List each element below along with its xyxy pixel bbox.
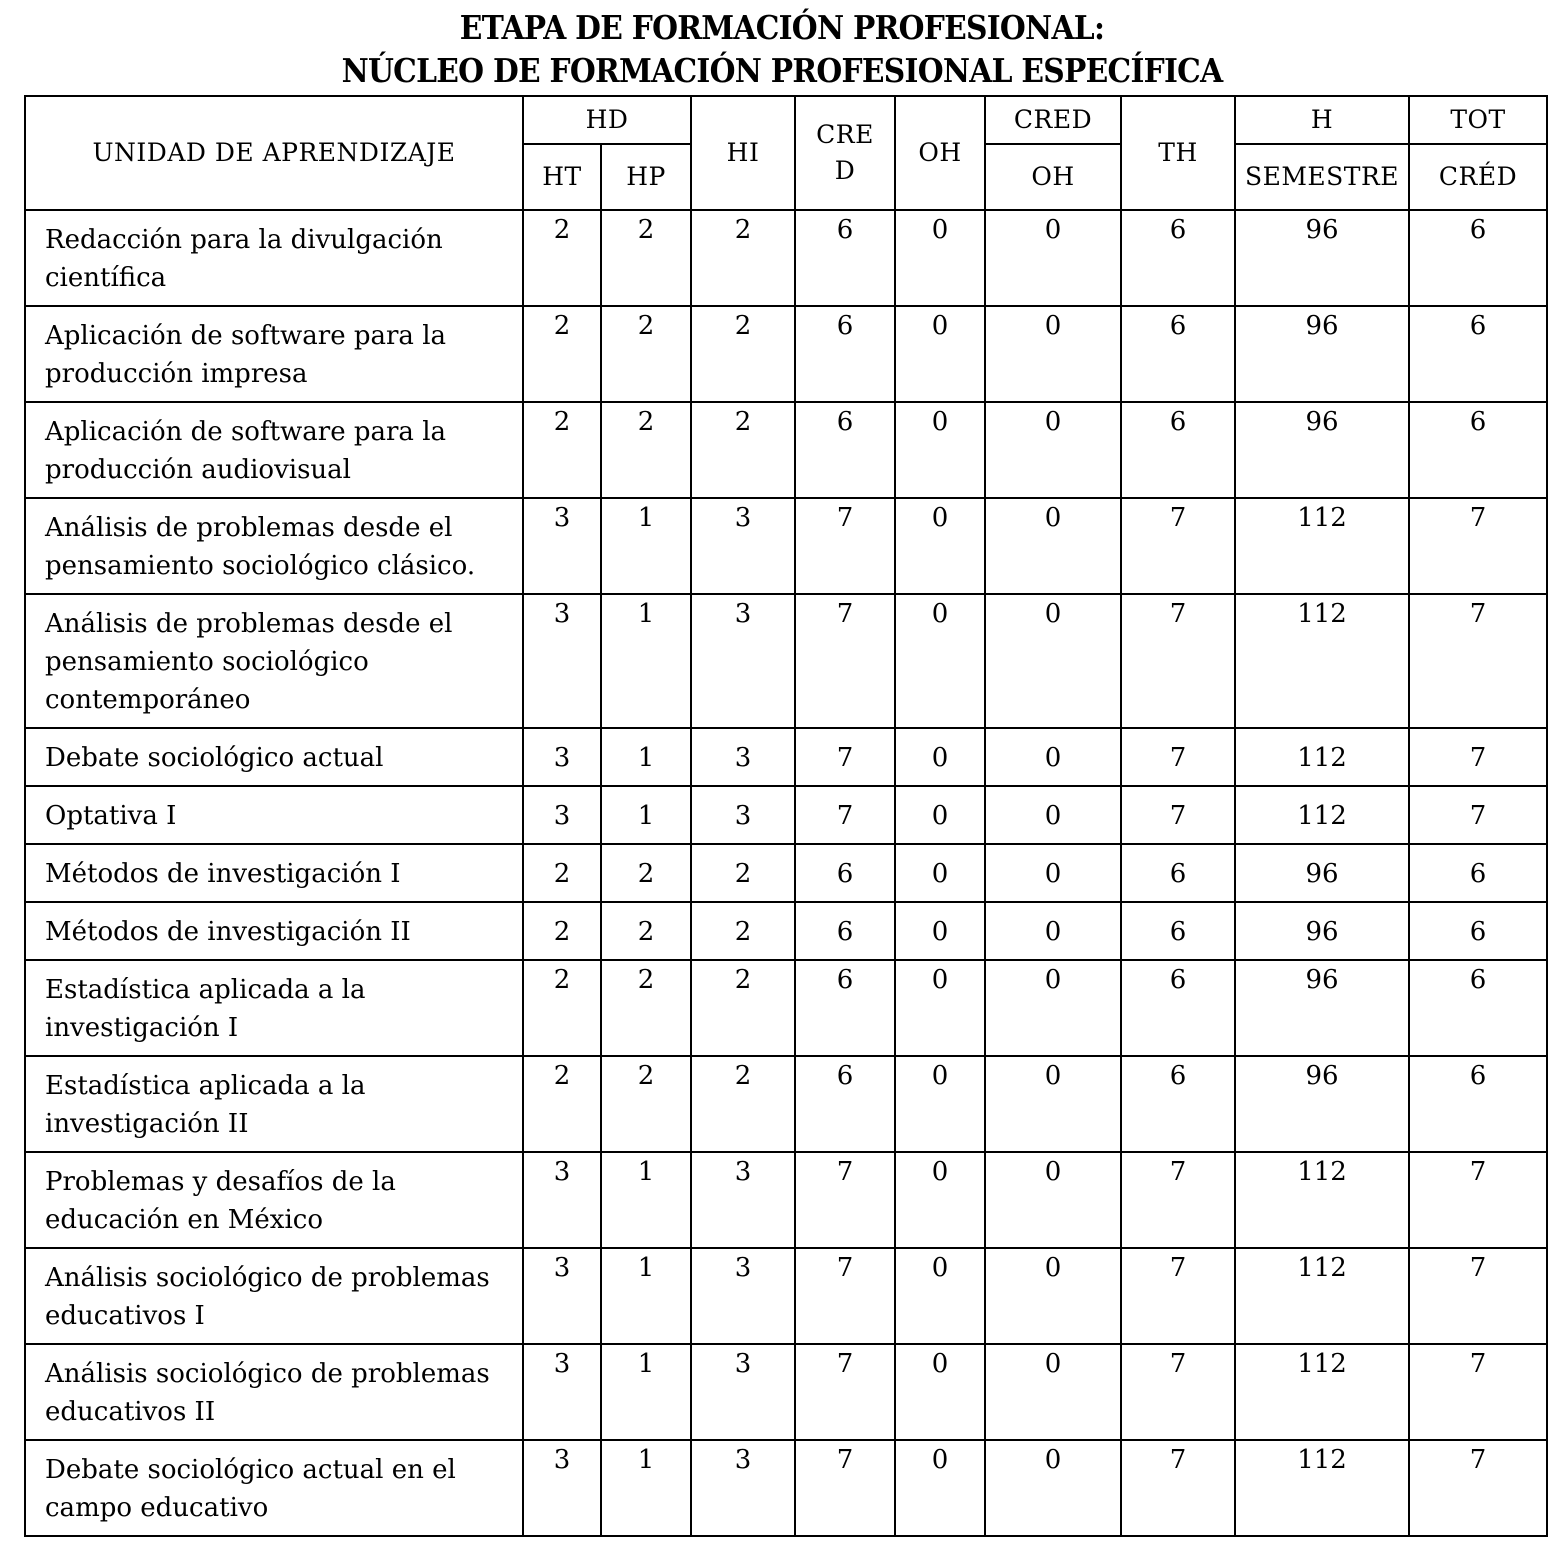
table-row [25, 594, 1547, 728]
document-title-line-1: ETAPA DE FORMACIÓN PROFESIONAL: [459, 8, 1105, 47]
cell-cred: 7 [795, 498, 895, 594]
cell-tot-cred: 7 [1409, 1248, 1547, 1344]
table-row [25, 844, 1547, 902]
cell-hp: 1 [601, 1248, 691, 1344]
table-body [25, 210, 1547, 1536]
table-row [25, 498, 1547, 594]
cell-name: Aplicación de software para la producción audiovisual [25, 402, 523, 498]
header-cred-oh-top: CRED [985, 96, 1121, 144]
cell-th: 6 [1121, 402, 1235, 498]
header-oh: OH [895, 96, 985, 210]
cell-th: 6 [1121, 1056, 1235, 1152]
header-unidad: UNIDAD DE APRENDIZAJE [25, 96, 523, 210]
cell-h-semestre: 112 [1235, 1440, 1409, 1536]
cell-oh: 0 [895, 498, 985, 594]
cell-hp: 1 [601, 728, 691, 786]
cell-tot-cred: 7 [1409, 1440, 1547, 1536]
cell-h-semestre: 96 [1235, 1056, 1409, 1152]
cell-hp: 2 [601, 902, 691, 960]
cell-cred: 7 [795, 1440, 895, 1536]
cell-tot-cred: 7 [1409, 594, 1547, 728]
cell-h-semestre: 112 [1235, 594, 1409, 728]
cell-th: 6 [1121, 210, 1235, 306]
cell-hp: 2 [601, 1056, 691, 1152]
cell-th: 7 [1121, 1248, 1235, 1344]
cell-ht: 3 [523, 1344, 601, 1440]
cell-cred-oh: 0 [985, 1152, 1121, 1248]
header-hp: HP [601, 144, 691, 210]
cell-name: Análisis sociológico de problemas educativos I [25, 1248, 523, 1344]
cell-hi: 2 [691, 1056, 795, 1152]
cell-cred-oh: 0 [985, 1344, 1121, 1440]
cell-th: 6 [1121, 960, 1235, 1056]
cell-oh: 0 [895, 210, 985, 306]
cell-h-semestre: 96 [1235, 210, 1409, 306]
cell-name: Redacción para la divulgación científica [25, 210, 523, 306]
cell-th: 6 [1121, 306, 1235, 402]
cell-cred-oh: 0 [985, 1440, 1121, 1536]
cell-name: Optativa I [25, 786, 523, 844]
cell-cred-oh: 0 [985, 844, 1121, 902]
cell-cred-oh: 0 [985, 1056, 1121, 1152]
cell-hi: 2 [691, 402, 795, 498]
cell-h-semestre: 112 [1235, 1248, 1409, 1344]
cell-hp: 1 [601, 1344, 691, 1440]
cell-th: 6 [1121, 902, 1235, 960]
cell-hi: 2 [691, 306, 795, 402]
cell-tot-cred: 6 [1409, 402, 1547, 498]
cell-oh: 0 [895, 402, 985, 498]
cell-h-semestre: 96 [1235, 844, 1409, 902]
header-ht: HT [523, 144, 601, 210]
cell-ht: 3 [523, 594, 601, 728]
cell-hi: 3 [691, 786, 795, 844]
cell-cred: 6 [795, 402, 895, 498]
table-header [25, 96, 1547, 210]
cell-oh: 0 [895, 306, 985, 402]
table-row [25, 902, 1547, 960]
cell-hi: 3 [691, 1440, 795, 1536]
header-tot-top: TOT [1409, 96, 1547, 144]
cell-h-semestre: 112 [1235, 498, 1409, 594]
cell-ht: 2 [523, 1056, 601, 1152]
cell-oh: 0 [895, 1056, 985, 1152]
cell-ht: 3 [523, 786, 601, 844]
cell-hp: 1 [601, 786, 691, 844]
cell-hi: 2 [691, 210, 795, 306]
cell-ht: 2 [523, 960, 601, 1056]
cell-hp: 1 [601, 1440, 691, 1536]
cell-h-semestre: 96 [1235, 960, 1409, 1056]
cell-ht: 3 [523, 1248, 601, 1344]
cell-ht: 2 [523, 902, 601, 960]
document-title-line-2: NÚCLEO DE FORMACIÓN PROFESIONAL ESPECÍFICA [341, 51, 1223, 90]
cell-tot-cred: 7 [1409, 1344, 1547, 1440]
cell-hi: 2 [691, 902, 795, 960]
cell-oh: 0 [895, 902, 985, 960]
header-th: TH [1121, 96, 1235, 210]
cell-name: Métodos de investigación II [25, 902, 523, 960]
cell-cred: 6 [795, 960, 895, 1056]
cell-th: 7 [1121, 786, 1235, 844]
cell-cred: 7 [795, 728, 895, 786]
cell-name: Debate sociológico actual [25, 728, 523, 786]
cell-cred: 7 [795, 1344, 895, 1440]
cell-oh: 0 [895, 728, 985, 786]
cell-th: 7 [1121, 1440, 1235, 1536]
cell-ht: 2 [523, 844, 601, 902]
cell-th: 7 [1121, 728, 1235, 786]
table-row [25, 1152, 1547, 1248]
cell-oh: 0 [895, 1344, 985, 1440]
cell-hp: 2 [601, 402, 691, 498]
cell-oh: 0 [895, 1152, 985, 1248]
cell-hp: 1 [601, 1152, 691, 1248]
table-row [25, 402, 1547, 498]
cell-cred-oh: 0 [985, 728, 1121, 786]
cell-h-semestre: 112 [1235, 1152, 1409, 1248]
cell-h-semestre: 112 [1235, 728, 1409, 786]
cell-h-semestre: 112 [1235, 786, 1409, 844]
curriculum-table [24, 95, 1548, 1537]
cell-cred-oh: 0 [985, 402, 1121, 498]
cell-ht: 3 [523, 498, 601, 594]
cell-cred: 7 [795, 1152, 895, 1248]
cell-cred: 7 [795, 1248, 895, 1344]
table-row [25, 960, 1547, 1056]
cell-cred: 6 [795, 210, 895, 306]
cell-hp: 2 [601, 306, 691, 402]
cell-cred-oh: 0 [985, 1248, 1121, 1344]
cell-tot-cred: 6 [1409, 210, 1547, 306]
cell-oh: 0 [895, 786, 985, 844]
header-cred-label: CRED [816, 120, 874, 185]
cell-hp: 1 [601, 594, 691, 728]
cell-name: Métodos de investigación I [25, 844, 523, 902]
cell-hp: 2 [601, 210, 691, 306]
table-row [25, 786, 1547, 844]
cell-cred-oh: 0 [985, 210, 1121, 306]
cell-name: Estadística aplicada a la investigación II [25, 1056, 523, 1152]
cell-hp: 2 [601, 960, 691, 1056]
cell-cred: 6 [795, 902, 895, 960]
table-row [25, 1440, 1547, 1536]
cell-cred-oh: 0 [985, 960, 1121, 1056]
cell-oh: 0 [895, 960, 985, 1056]
cell-ht: 2 [523, 306, 601, 402]
cell-ht: 3 [523, 1152, 601, 1248]
cell-hi: 3 [691, 594, 795, 728]
cell-tot-cred: 7 [1409, 786, 1547, 844]
cell-hi: 2 [691, 844, 795, 902]
cell-h-semestre: 96 [1235, 306, 1409, 402]
cell-hi: 3 [691, 728, 795, 786]
table-row [25, 728, 1547, 786]
cell-h-semestre: 96 [1235, 902, 1409, 960]
cell-name: Aplicación de software para la producción impresa [25, 306, 523, 402]
cell-cred: 6 [795, 1056, 895, 1152]
cell-tot-cred: 6 [1409, 902, 1547, 960]
cell-cred-oh: 0 [985, 306, 1121, 402]
cell-th: 6 [1121, 844, 1235, 902]
cell-name: Estadística aplicada a la investigación I [25, 960, 523, 1056]
cell-tot-cred: 6 [1409, 1056, 1547, 1152]
cell-hp: 1 [601, 498, 691, 594]
table-row [25, 210, 1547, 306]
header-hi: HI [691, 96, 795, 210]
table-row [25, 306, 1547, 402]
cell-oh: 0 [895, 594, 985, 728]
header-cred-oh-bottom: OH [985, 144, 1121, 210]
cell-name: Análisis sociológico de problemas educativos II [25, 1344, 523, 1440]
cell-name: Análisis de problemas desde el pensamiento sociológico contemporáneo [25, 594, 523, 728]
cell-oh: 0 [895, 1248, 985, 1344]
table-row [25, 1344, 1547, 1440]
cell-th: 7 [1121, 594, 1235, 728]
cell-tot-cred: 6 [1409, 960, 1547, 1056]
cell-name: Problemas y desafíos de la educación en México [25, 1152, 523, 1248]
cell-cred-oh: 0 [985, 786, 1121, 844]
cell-th: 7 [1121, 1344, 1235, 1440]
cell-tot-cred: 7 [1409, 498, 1547, 594]
cell-name: Debate sociológico actual en el campo educativo [25, 1440, 523, 1536]
cell-oh: 0 [895, 844, 985, 902]
cell-th: 7 [1121, 498, 1235, 594]
cell-tot-cred: 6 [1409, 844, 1547, 902]
cell-hp: 2 [601, 844, 691, 902]
cell-ht: 2 [523, 210, 601, 306]
header-h-top: H [1235, 96, 1409, 144]
cell-cred-oh: 0 [985, 902, 1121, 960]
cell-tot-cred: 7 [1409, 728, 1547, 786]
cell-h-semestre: 96 [1235, 402, 1409, 498]
cell-hi: 3 [691, 1344, 795, 1440]
cell-th: 7 [1121, 1152, 1235, 1248]
cell-cred-oh: 0 [985, 594, 1121, 728]
cell-hi: 3 [691, 1152, 795, 1248]
cell-h-semestre: 112 [1235, 1344, 1409, 1440]
cell-tot-cred: 7 [1409, 1152, 1547, 1248]
cell-hi: 2 [691, 960, 795, 1056]
header-h-bottom: SEMESTRE [1235, 144, 1409, 210]
cell-cred-oh: 0 [985, 498, 1121, 594]
header-hd: HD [523, 96, 691, 144]
header-cred [795, 96, 895, 210]
cell-ht: 3 [523, 728, 601, 786]
table-row [25, 1056, 1547, 1152]
cell-name: Análisis de problemas desde el pensamiento sociológico clásico. [25, 498, 523, 594]
table-row [25, 1248, 1547, 1344]
cell-cred: 7 [795, 786, 895, 844]
cell-cred: 6 [795, 306, 895, 402]
cell-ht: 3 [523, 1440, 601, 1536]
header-tot-bottom: CRÉD [1409, 144, 1547, 210]
cell-oh: 0 [895, 1440, 985, 1536]
cell-hi: 3 [691, 498, 795, 594]
cell-cred: 7 [795, 594, 895, 728]
cell-ht: 2 [523, 402, 601, 498]
cell-cred: 6 [795, 844, 895, 902]
cell-hi: 3 [691, 1248, 795, 1344]
cell-tot-cred: 6 [1409, 306, 1547, 402]
